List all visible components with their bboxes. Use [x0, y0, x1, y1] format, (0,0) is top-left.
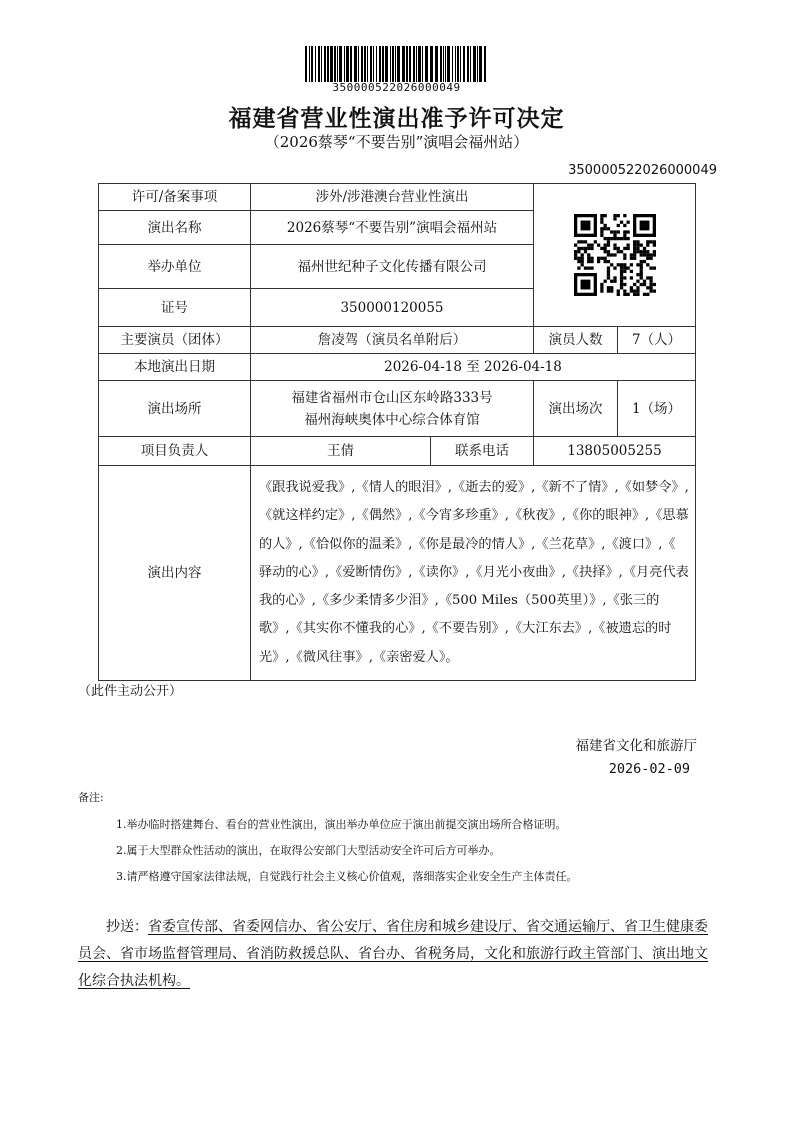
document-number: 350000522026000049 [568, 163, 717, 178]
note-item: 2.属于大型群众性活动的演出，在取得公安部门大型活动安全许可后方可举办。 [116, 844, 501, 857]
qr-code-icon [574, 214, 656, 296]
sessions-label: 演出场次 [534, 381, 618, 437]
venue-address: 福建省福州市仓山区东岭路333号 [291, 389, 493, 406]
issuer-name: 福建省文化和旅游厅 [575, 738, 697, 754]
cert-label: 证号 [99, 289, 251, 327]
notes-label: 备注: [78, 791, 104, 804]
main-performer-value: 詹凌驾（演员名单附后） [251, 327, 534, 354]
venue-label: 演出场所 [99, 381, 251, 437]
note-item: 1.举办临时搭建舞台、看台的营业性演出，演出举办单位应于演出前提交演出场所合格证明。 [116, 818, 567, 831]
manager-label: 项目负责人 [99, 437, 251, 466]
cc-paragraph [78, 914, 718, 995]
venue-value [251, 381, 534, 437]
barcode-image [305, 46, 490, 82]
phone-label: 联系电话 [431, 437, 534, 466]
public-note: （此件主动公开） [78, 684, 183, 699]
performer-count-value: 7（人） [618, 327, 696, 354]
organizer-value: 福州世纪种子文化传播有限公司 [251, 245, 534, 289]
content-value: 《跟我说爱我》,《情人的眼泪》,《逝去的爱》,《新不了情》,《如梦令》,《就这样约定》,《偶然》,《今宵多珍重》,《秋夜》,《你的眼神》,《思慕的人》,《恰似你的温柔》,《你是最冷的情人》,《兰花草》,《渡口》,《 驿动的心》,《爱断情伤》,《读你》,《月光小夜曲》,《抉择》,《月亮代表我的心》,《多少柔情多少泪》,《500 Miles（500英里）》,《张三的歌》,《其实你不懂我的心》,《不要告别》,《大江东去》,《被遗忘的时光》,《微风往事》,《亲密爱人》。 [251, 466, 696, 681]
cert-value: 350000120055 [251, 289, 534, 327]
page-subtitle: （2026蔡琴“不要告别”演唱会福州站） [264, 133, 529, 151]
organizer-label: 举办单位 [99, 245, 251, 289]
issue-date: 2026-02-09 [608, 761, 690, 777]
license-type-label: 许可/备案事项 [99, 184, 251, 211]
qr-cell [534, 184, 696, 327]
cc-recipients: 省委宣传部、省委网信办、省公安厅、省住房和城乡建设厅、省交通运输厅、省卫生健康委员会、省市场监督管理局、省消防救援总队、省台办、省税务局，文化和旅游行政主管部门、演出地文化综合执法机构。 [78, 919, 708, 989]
note-item: 3.请严格遵守国家法律法规，自觉践行社会主义核心价值观，落细落实企业安全生产主体责任。 [116, 870, 578, 883]
cc-prefix: 抄送： [106, 919, 148, 935]
date-label: 本地演出日期 [99, 354, 251, 381]
permit-table [98, 183, 696, 681]
performer-count-label: 演员人数 [534, 327, 618, 354]
license-type-value: 涉外/涉港澳台营业性演出 [251, 184, 534, 211]
show-name-value: 2026蔡琴“不要告别”演唱会福州站 [251, 211, 534, 245]
page-title: 福建省营业性演出准予许可决定 [228, 106, 565, 132]
show-name-label: 演出名称 [99, 211, 251, 245]
venue-name: 福州海峡奥体中心综合体育馆 [304, 411, 480, 428]
barcode-number: 350000522026000049 [332, 81, 461, 94]
manager-value: 王倩 [251, 437, 431, 466]
main-performer-label: 主要演员（团体） [99, 327, 251, 354]
date-value: 2026-04-18 至 2026-04-18 [251, 354, 696, 381]
phone-value: 13805005255 [534, 437, 696, 466]
content-label: 演出内容 [99, 466, 251, 681]
sessions-value: 1（场） [618, 381, 696, 437]
